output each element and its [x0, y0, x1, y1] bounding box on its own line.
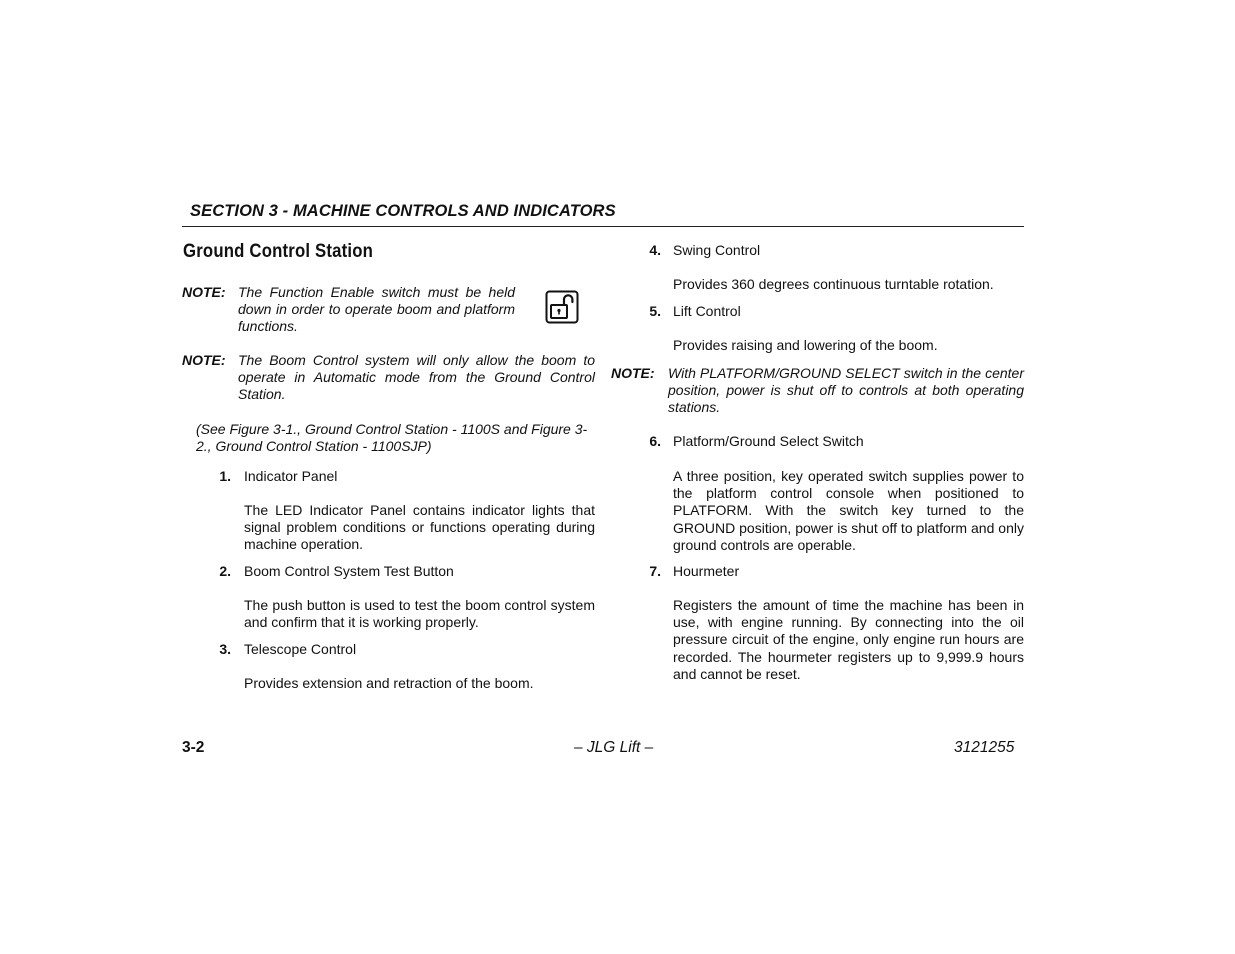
- item-number: 4.: [649, 242, 661, 258]
- item-title: Hourmeter: [673, 563, 740, 579]
- item-description: Provides raising and lowering of the boom.: [673, 337, 938, 353]
- note-text: The Function Enable switch must be held down in order to operate boom and platform functions.: [238, 284, 515, 335]
- item-description: Registers the amount of time the machine has been in use, with engine running. By connecting into the oil pressure circuit of the engine, only engine run hours are recorded. The hourmeter registers up to 9,999.9 hours and cannot be reset.: [673, 597, 1024, 682]
- page-number: 3-2: [182, 739, 205, 756]
- page-title: Ground Control Station: [183, 240, 374, 262]
- note-text: The Boom Control system will only allow the boom to operate in Automatic mode from the Ground Control Station.: [238, 352, 595, 403]
- padlock-unlocked-icon: [545, 290, 579, 324]
- item-title: Lift Control: [673, 303, 741, 319]
- item-title: Indicator Panel: [244, 468, 338, 484]
- header-divider: [182, 226, 1024, 227]
- item-number: 3.: [219, 641, 231, 657]
- footer-publisher: – JLG Lift –: [574, 739, 654, 756]
- item-description: The push button is used to test the boom control system and confirm that it is working properly.: [244, 597, 595, 631]
- note-label: NOTE:: [182, 284, 226, 300]
- item-title: Telescope Control: [244, 641, 357, 657]
- item-number: 7.: [649, 563, 661, 579]
- item-title: Swing Control: [673, 242, 761, 258]
- item-description: Provides 360 degrees continuous turntable rotation.: [673, 276, 994, 292]
- item-title: Boom Control System Test Button: [244, 563, 454, 579]
- item-description: A three position, key operated switch supplies power to the platform control console when positioned to PLATFORM. With the switch key turned to the GROUND position, power is shut off to platform and only ground controls are operable.: [673, 468, 1024, 553]
- document-number: 3121255: [954, 739, 1015, 756]
- item-number: 1.: [219, 468, 231, 484]
- note-label: NOTE:: [182, 352, 226, 368]
- note-text: With PLATFORM/GROUND SELECT switch in the center position, power is shut off to controls at both operating stations.: [668, 365, 1024, 416]
- item-title: Platform/Ground Select Switch: [673, 433, 864, 449]
- section-header: SECTION 3 - MACHINE CONTROLS AND INDICATORS: [190, 202, 616, 220]
- item-description: The LED Indicator Panel contains indicator lights that signal problem conditions or functions operating during machine operation.: [244, 502, 595, 553]
- figure-reference: (See Figure 3-1., Ground Control Station - 1100S and Figure 3-2., Ground Control Station - 1100SJP): [196, 421, 588, 455]
- item-description: Provides extension and retraction of the boom.: [244, 675, 534, 691]
- item-number: 5.: [649, 303, 661, 319]
- note-label: NOTE:: [611, 365, 655, 381]
- item-number: 2.: [219, 563, 231, 579]
- item-number: 6.: [649, 433, 661, 449]
